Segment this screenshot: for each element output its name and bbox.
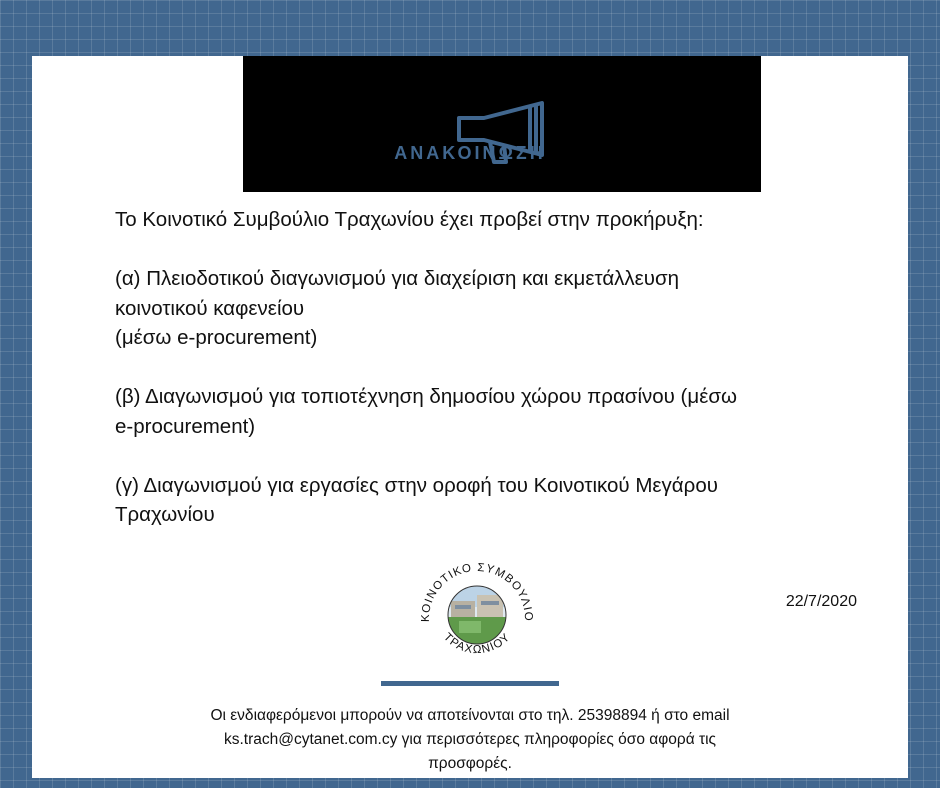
item-c-line-1: (γ) Διαγωνισμού για εργασίες στην οροφή του Κοινοτικού Μεγάρου: [115, 473, 718, 497]
item-b-line-2: e-procurement): [115, 414, 256, 438]
item-a-line-3: (μέσω e-procurement): [115, 326, 318, 349]
intro-paragraph: [115, 205, 875, 235]
seal-top-text: ΚΟΙΝΟΤΙΚΟ ΣΥΜΒΟΥΛΙΟ: [419, 561, 535, 623]
item-a-line-2: κοινοτικού καφενείου: [115, 296, 305, 320]
announcement-date: 22/7/2020: [785, 593, 857, 610]
footer-line-2: ks.trach@cytanet.com.cy για περισσότερες πληροφορίες όσο αφορά τις: [223, 731, 717, 748]
item-a-line-1: (α) Πλειοδοτικού διαγωνισμού για διαχείριση και εκμετάλλευση: [115, 267, 680, 290]
announcement-heading: ΑΝΑΚΟΙΝΩΣΗ: [394, 143, 546, 163]
council-seal-logo: [415, 555, 539, 663]
item-b: [115, 382, 875, 441]
announcement-body: [115, 205, 875, 559]
intro-text: Το Κοινοτικό Συμβούλιο Τραχωνίου έχει προβεί στην προκήρυξη:: [115, 208, 704, 231]
footer-line-3: προσφορές.: [428, 755, 512, 772]
item-c-line-2: Τραχωνίου: [115, 503, 215, 526]
footer-divider: [381, 681, 559, 686]
contact-footer: [110, 704, 830, 776]
seal-bottom-text: ΤΡΑΧΩΝΙΟΥ: [441, 631, 513, 657]
item-a: [115, 264, 875, 353]
header-banner: [243, 56, 761, 192]
item-b-line-1: (β) Διαγωνισμού για τοπιοτέχνηση δημοσίου χώρου πρασίνου (μέσω: [115, 385, 737, 408]
footer-line-1: Οι ενδιαφερόμενοι μπορούν να αποτείνονται στο τηλ. 25398894 ή στο email: [210, 707, 730, 724]
item-c: [115, 471, 875, 530]
